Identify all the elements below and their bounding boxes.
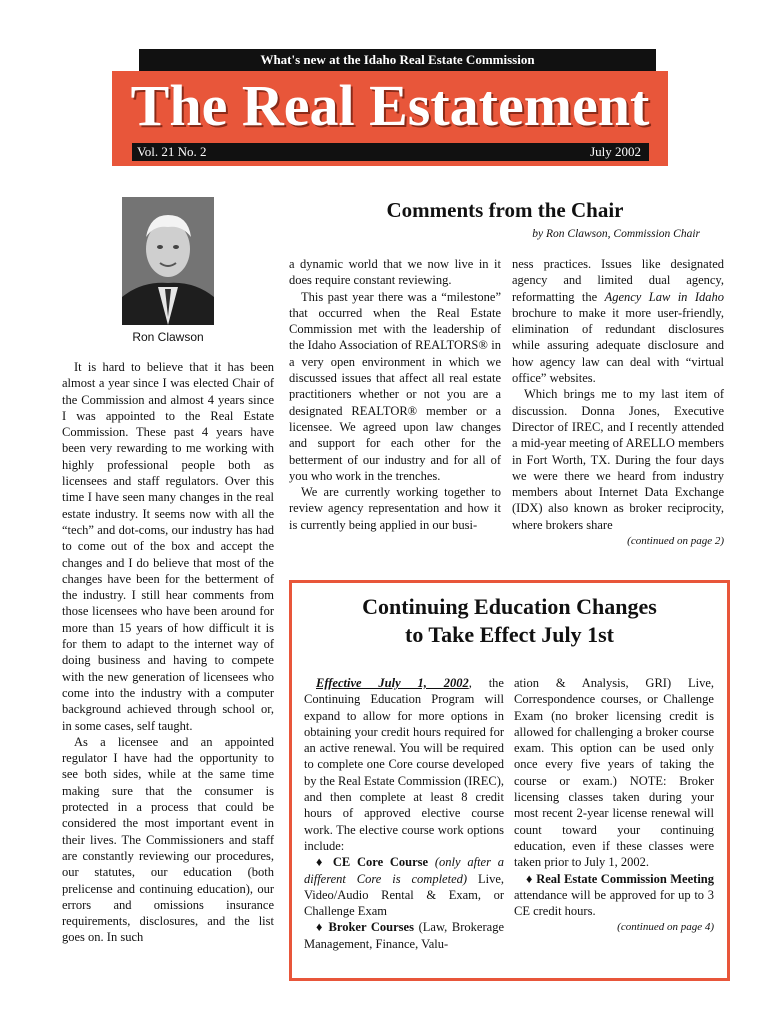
bullet-label: ♦ Broker Courses: [316, 920, 414, 935]
chair-column-1: [62, 359, 274, 946]
chair-paragraph: [512, 256, 724, 386]
ce-article-box: [289, 580, 730, 981]
bullet-text: Live, Video/Audio Rental & Exam, or Challenge Exam: [304, 871, 504, 919]
chair-paragraph: a dynamic world that we now live in it does require constant reviewing.: [289, 257, 501, 288]
masthead-banner: [112, 71, 668, 166]
chair-column-2: [289, 256, 501, 533]
ce-column-2: [514, 675, 714, 936]
effective-date: Effective July 1, 2002: [316, 676, 469, 690]
chair-text: brochure to make it more user-friendly, elimination of redundant disclosures while assuring adequate disclosure and how agency law can deal with “virtual office” websites.: [512, 305, 724, 386]
brochure-title: Agency Law in Idaho: [604, 289, 724, 304]
ce-bullet: [304, 854, 504, 919]
chair-paragraph: This past year there was a “milestone” that occurred when the Real Estate Commission met with the leadership of the Idaho Association of REALTORS® in a very open environment in which we discussed issues that affect all real estate practitioners whether or not you are a designated REALTOR® member or a licensee. We agreed upon law changes and support for each other for the betterment of our industry and for all of you who work in the trenches.: [289, 289, 501, 483]
masthead-tagline: What's new at the Idaho Real Estate Commission: [139, 49, 656, 71]
bullet-text: attendance will be approved for up to 3 CE credit hours.: [514, 887, 714, 919]
bullet-label: ♦ CE Core Course: [316, 855, 429, 870]
newsletter-title: The Real Estatement: [130, 73, 650, 138]
continued-note: (continued on page 4): [617, 921, 714, 934]
bullet-label: ♦ Real Estate Commission Meeting: [526, 871, 714, 886]
issue-strip: [132, 143, 649, 161]
ce-column-1: [304, 675, 504, 952]
bullet-text: (Law, Brokerage Management, Finance, Valu-: [304, 920, 504, 951]
ce-bullet: [304, 919, 504, 952]
chair-paragraph: As a licensee and an appointed regulator I have had the opportunity to see both sides, while at the same time making sure that the consumer is protected in a process that could be considered the most important event in their lives. The Commissioners and staff are constantly reviewing our procedures, our statutes, our education (both prelicense and continuing education), our errors and omissions insurance requirements, disclosures, and the list goes on. In such: [62, 734, 274, 945]
chair-paragraph: We are currently working together to review agency representation and how it is currently being applied in our busi-: [289, 485, 501, 532]
chair-text: ness practices. Issues like designated agency and limited dual agency, reformatting the: [512, 257, 724, 304]
bullet-note: (only after a different Core is completed): [304, 855, 504, 886]
issue-date: July 2002: [590, 144, 641, 159]
chair-column-3: [512, 256, 724, 549]
photo-caption: Ron Clawson: [132, 330, 204, 344]
ce-heading-line-2: to Take Effect July 1st: [405, 622, 614, 647]
chair-paragraph: It is hard to believe that it has been almost a year since I was elected Chair of the Commission and almost 4 years since I was appointed to the Real Estate Commission. These past 4 years have been very rewarding to me working with highly professional people both as licensees and staff regulators. Over this time I have seen many changes in the real estate industry. It seems now with all the “tech” and dot-coms, our industry has had to come out of the box and accept the changes and I do believe that most of the changes have been for the betterment of the industry. I still hear comments from those licensees who have been around for more than 15 years of how difficult it is for them to adapt to the internet way of doing business and having to compete with the new generation of licensees who come into the industry with a computer background achieved through school or, in some cases, self taught.: [62, 360, 274, 733]
chair-paragraph: Which brings me to my last item of discussion. Donna Jones, Executive Director of IREC, and I recently attended a mid-year meeting of ARELLO members in Fort Worth, TX. During the four days we were there we heard from industry members about Internet Data Exchange (IDX) also known as broker reciprocity, where brokers share: [512, 387, 724, 532]
continued-note: (continued on page 2): [627, 535, 724, 548]
ce-heading-line-1: Continuing Education Changes: [362, 594, 657, 619]
issue-volume: Vol. 21 No. 2: [137, 144, 207, 159]
chair-byline: by Ron Clawson, Commission Chair: [532, 228, 700, 240]
ce-paragraph: ation & Analysis, GRI) Live, Correspondence courses, or Challenge Exam (no broker licensing credit is allowed for challenging a broker course exam. This option can be used only once every five years of taking the course or exam.) NOTE: Broker licensing classes taken during your most recent 2-year license renewal will count toward your continuing education, even if these classes were taken prior to July 1, 2002.: [514, 676, 714, 870]
ce-bullet: [514, 871, 714, 920]
chair-photo: [122, 197, 214, 325]
ce-paragraph: [304, 675, 504, 854]
portrait-image: [122, 197, 214, 325]
chair-heading: Comments from the Chair: [386, 198, 624, 222]
ce-heading: [292, 593, 727, 649]
ce-text: , the Continuing Education Program will expand to allow for more options in obtaining your credit hours required for an active renewal. You will be required to complete one Core course developed by the Real Estate Commission (IREC), and then complete at least 8 credit hours of approved elective course work. The elective course work options include:: [304, 676, 504, 853]
